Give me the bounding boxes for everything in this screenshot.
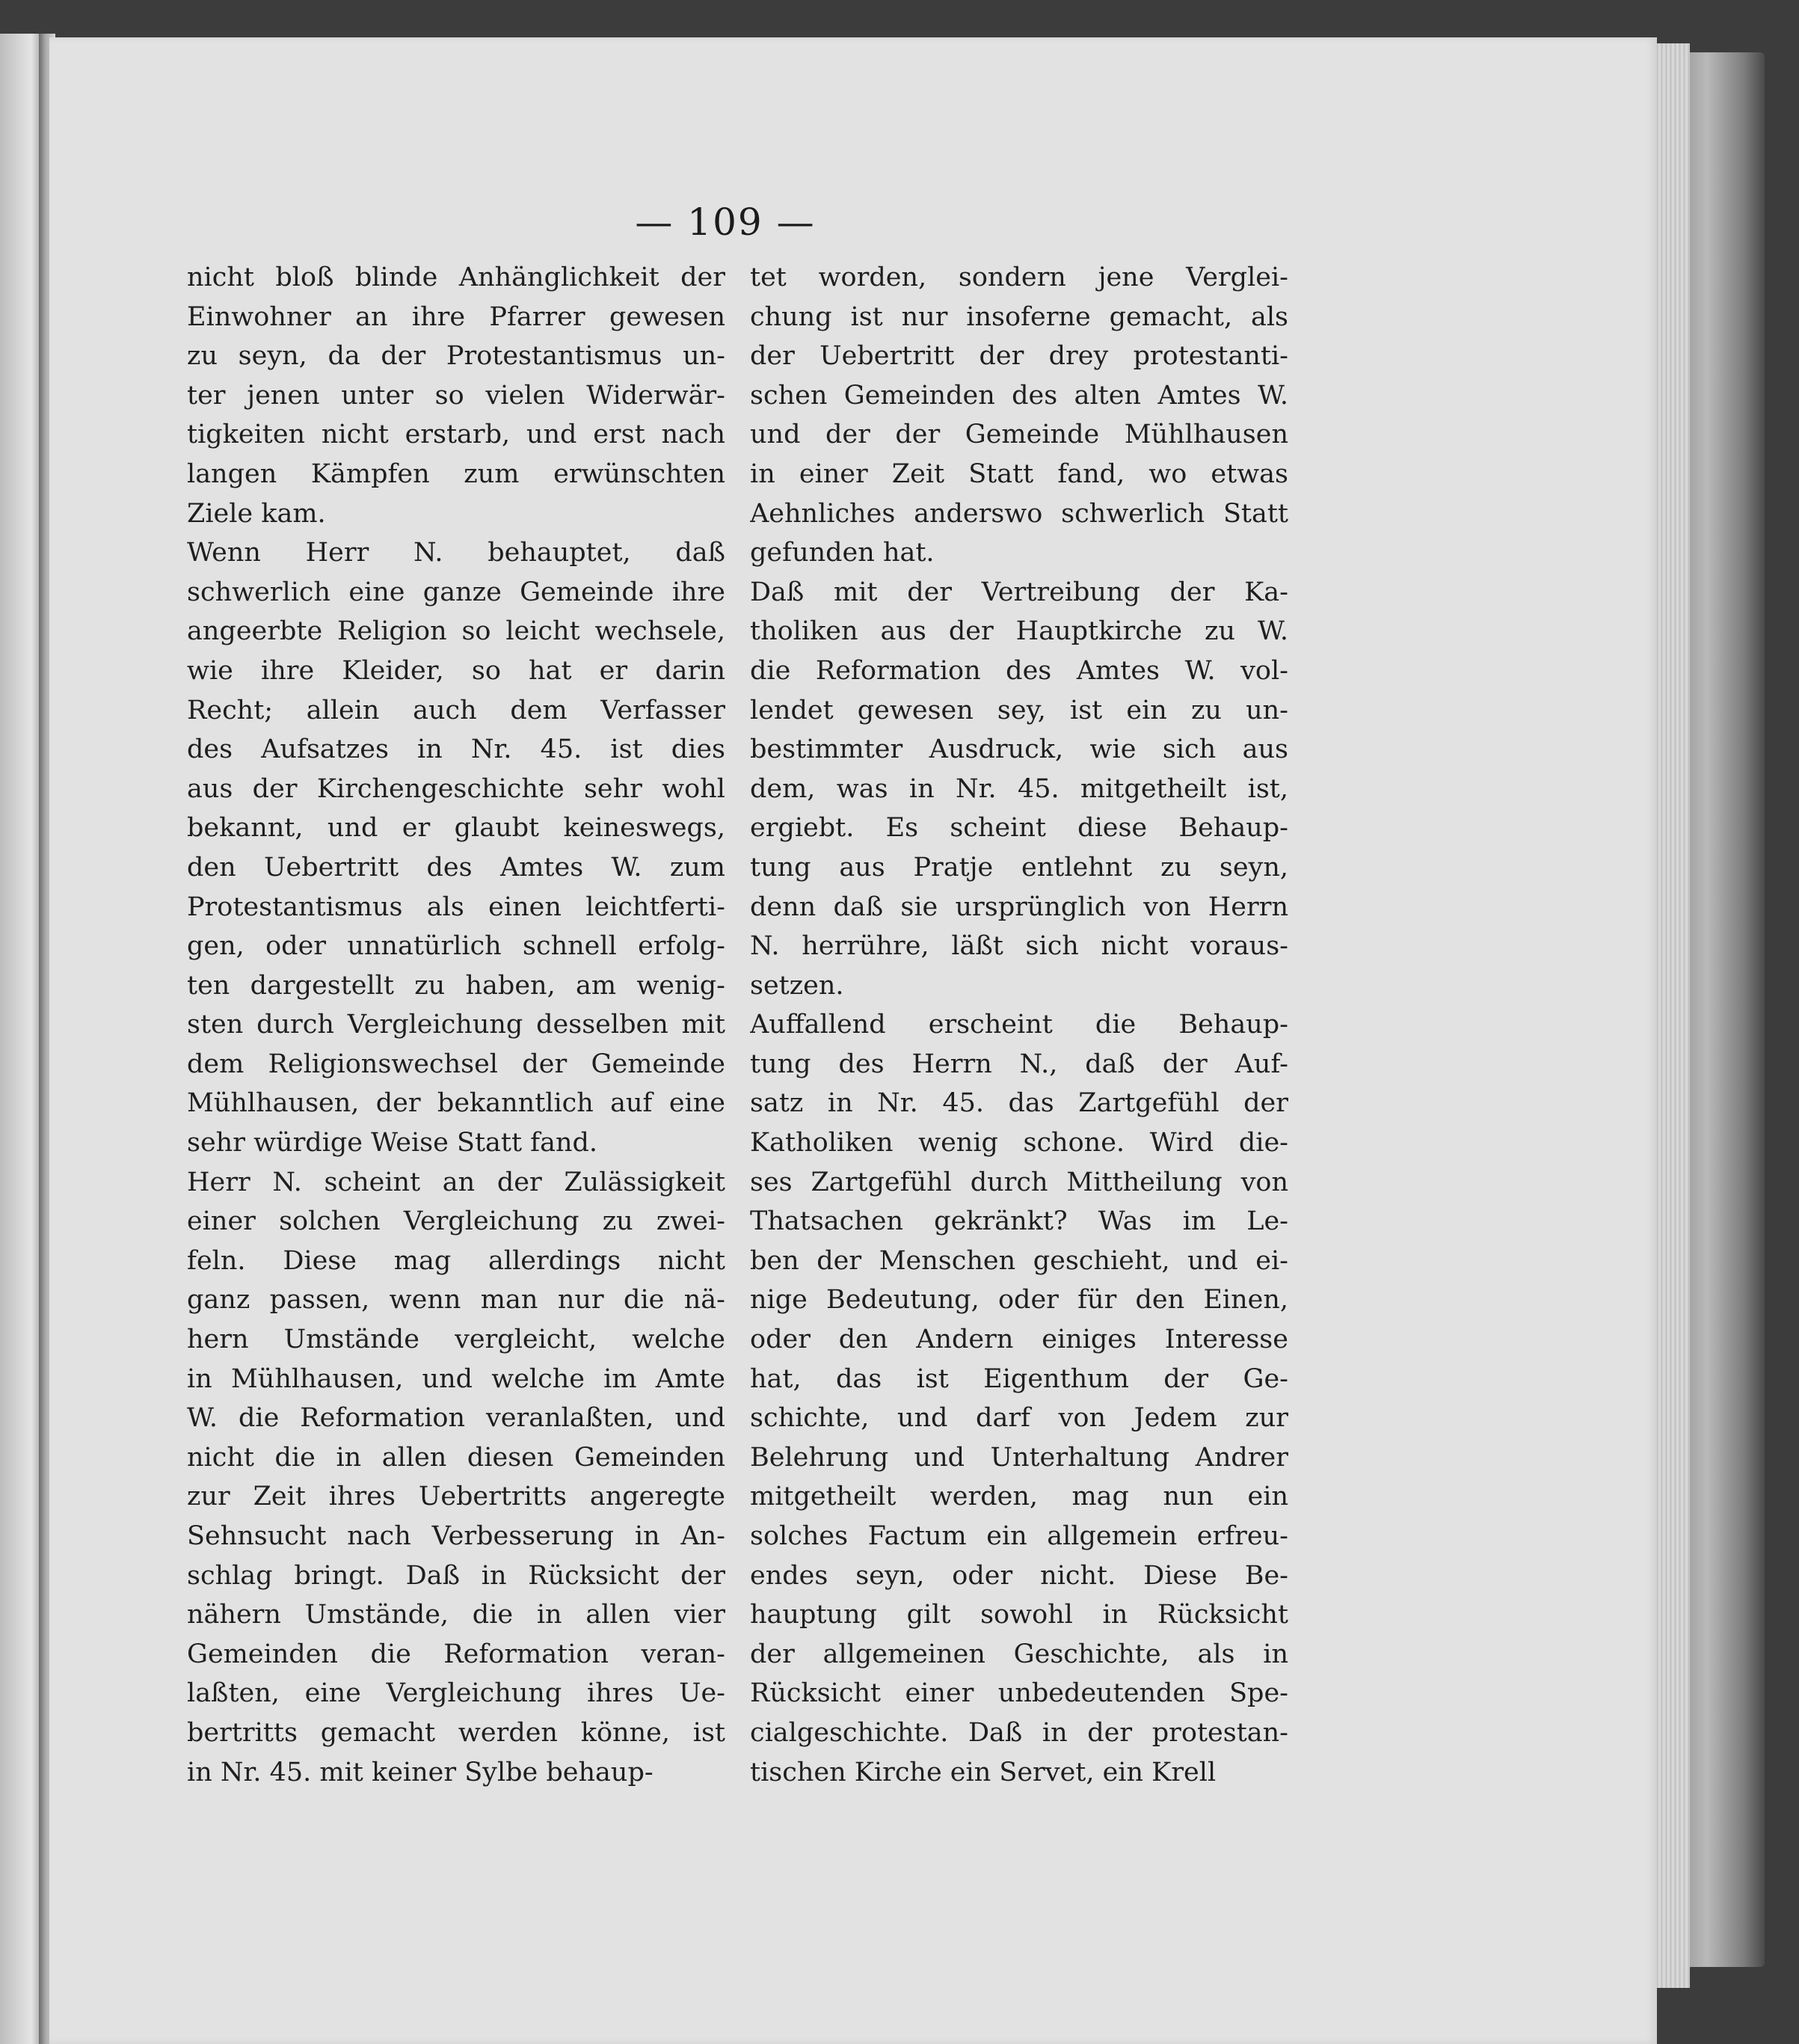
text-line: der Uebertritt der drey protestanti-	[750, 341, 1288, 372]
text-line: Aehnliches anderswo schwerlich Statt	[750, 498, 1288, 529]
left-text-column	[187, 258, 725, 1792]
text-line: solches Factum ein allgemein erfreu-	[750, 1521, 1288, 1551]
text-line: bekannt, und er glaubt keineswegs,	[187, 813, 725, 844]
text-line: ergiebt. Es scheint diese Behaup-	[750, 813, 1288, 844]
text-line: chung ist nur insoferne gemacht, als	[750, 301, 1288, 332]
text-line: laßten, eine Vergleichung ihres Ue-	[187, 1678, 725, 1709]
text-line: hat, das ist Eigenthum der Ge-	[750, 1363, 1288, 1394]
text-line: tigkeiten nicht erstarb, und erst nach	[187, 420, 725, 450]
text-line: tet worden, sondern jene Verglei-	[750, 263, 1288, 292]
text-line: der allgemeinen Geschichte, als in	[750, 1639, 1288, 1669]
text-line: Recht; allein auch dem Verfasser	[187, 695, 725, 725]
text-line: W. die Reformation veranlaßten, und	[187, 1403, 725, 1434]
text-line: Ziele kam.	[187, 498, 326, 529]
text-line: Mühlhausen, der bekanntlich auf eine	[187, 1088, 725, 1119]
text-line: bertritts gemacht werden könne, ist	[187, 1717, 725, 1748]
text-line: ben der Menschen geschieht, und ei-	[750, 1245, 1288, 1276]
text-line: einer solchen Vergleichung zu zwei-	[187, 1206, 725, 1237]
text-line: nähern Umstände, die in allen vier	[187, 1600, 725, 1630]
text-line: bestimmter Ausdruck, wie sich aus	[750, 734, 1288, 765]
text-line: den Uebertritt des Amtes W. zum	[187, 852, 725, 883]
text-line: wie ihre Kleider, so hat er darin	[187, 655, 725, 686]
text-line: sehr würdige Weise Statt fand.	[187, 1128, 598, 1158]
text-line: lendet gewesen sey, ist ein zu un-	[750, 695, 1288, 725]
left-page-edge	[0, 34, 45, 2044]
text-line: tischen Kirche ein Servet, ein Krell	[750, 1757, 1217, 1787]
text-line: setzen.	[750, 970, 844, 1001]
text-line: dem Religionswechsel der Gemeinde	[187, 1049, 725, 1079]
text-line: tholiken aus der Hauptkirche zu W.	[750, 616, 1288, 647]
text-line: nicht bloß blinde Anhänglichkeit der	[187, 263, 725, 292]
text-line: tung aus Pratje entlehnt zu seyn,	[750, 852, 1288, 883]
text-line: Rücksicht einer unbedeutenden Spe-	[750, 1678, 1288, 1709]
text-line: hauptung gilt sowohl in Rücksicht	[750, 1600, 1288, 1630]
text-line: langen Kämpfen zum erwünschten	[187, 458, 725, 489]
text-line: ganz passen, wenn man nur die nä-	[187, 1285, 725, 1316]
text-line: nige Bedeutung, oder für den Einen,	[750, 1285, 1288, 1316]
text-line: Katholiken wenig schone. Wird die-	[750, 1128, 1288, 1158]
text-line: Auffallend erscheint die Behaup-	[750, 1010, 1288, 1040]
book-cover-edge	[1682, 52, 1765, 1967]
text-line: und der der Gemeinde Mühlhausen	[750, 420, 1288, 450]
text-line: Thatsachen gekränkt? Was im Le-	[750, 1206, 1288, 1237]
text-line: endes seyn, oder nicht. Diese Be-	[750, 1560, 1288, 1591]
right-text-column	[750, 258, 1288, 1792]
text-line: aus der Kirchengeschichte sehr wohl	[187, 773, 725, 804]
text-line: Sehnsucht nach Verbesserung in An-	[187, 1521, 725, 1551]
text-line: oder den Andern einiges Interesse	[750, 1325, 1288, 1355]
text-line: Gemeinden die Reformation veran-	[187, 1639, 725, 1669]
text-line: in einer Zeit Statt fand, wo etwas	[750, 458, 1288, 489]
text-line: mitgetheilt werden, mag nun ein	[750, 1482, 1288, 1512]
text-line: Daß mit der Vertreibung der Ka-	[750, 577, 1288, 607]
text-line: ter jenen unter so vielen Widerwär-	[187, 380, 725, 411]
text-line: zur Zeit ihres Uebertritts angeregte	[187, 1482, 725, 1512]
text-line: Herr N. scheint an der Zulässigkeit	[187, 1167, 725, 1197]
text-line: feln. Diese mag allerdings nicht	[187, 1245, 725, 1276]
text-line: denn daß sie ursprünglich von Herrn	[750, 891, 1288, 922]
text-line: schichte, und darf von Jedem zur	[750, 1403, 1288, 1434]
text-line: in Nr. 45. mit keiner Sylbe behaup-	[187, 1757, 654, 1787]
text-line: schlag bringt. Daß in Rücksicht der	[187, 1560, 725, 1591]
text-line: ses Zartgefühl durch Mittheilung von	[750, 1167, 1288, 1197]
text-line: des Aufsatzes in Nr. 45. ist dies	[187, 734, 725, 765]
text-line: schen Gemeinden des alten Amtes W.	[750, 380, 1288, 411]
text-line: dem, was in Nr. 45. mitgetheilt ist,	[750, 773, 1288, 804]
text-line: angeerbte Religion so leicht wechsele,	[187, 616, 725, 647]
text-line: die Reformation des Amtes W. vol-	[750, 655, 1288, 686]
text-line: gefunden hat.	[750, 538, 935, 568]
text-line: gen, oder unnatürlich schnell erfolg-	[187, 931, 725, 962]
text-line: Protestantismus als einen leichtferti-	[187, 891, 725, 922]
text-line: nicht die in allen diesen Gemeinden	[187, 1442, 725, 1473]
text-line: hern Umstände vergleicht, welche	[187, 1325, 725, 1355]
text-line: in Mühlhausen, und welche im Amte	[187, 1363, 725, 1394]
text-line: satz in Nr. 45. das Zartgefühl der	[750, 1088, 1288, 1119]
text-line: tung des Herrn N., daß der Auf-	[750, 1049, 1288, 1079]
text-line: ten dargestellt zu haben, am wenig-	[187, 970, 725, 1001]
text-line: N. herrühre, läßt sich nicht voraus-	[750, 931, 1288, 962]
text-line: Wenn Herr N. behauptet, daß	[187, 538, 725, 568]
text-line: schwerlich eine ganze Gemeinde ihre	[187, 577, 725, 607]
text-line: sten durch Vergleichung desselben mit	[187, 1010, 725, 1040]
text-line: zu seyn, da der Protestantismus un-	[187, 341, 725, 372]
page-number: — 109 —	[635, 200, 816, 244]
text-line: cialgeschichte. Daß in der protestan-	[750, 1717, 1288, 1748]
text-line: Belehrung und Unterhaltung Andrer	[750, 1442, 1288, 1473]
text-line: Einwohner an ihre Pfarrer gewesen	[187, 301, 725, 332]
